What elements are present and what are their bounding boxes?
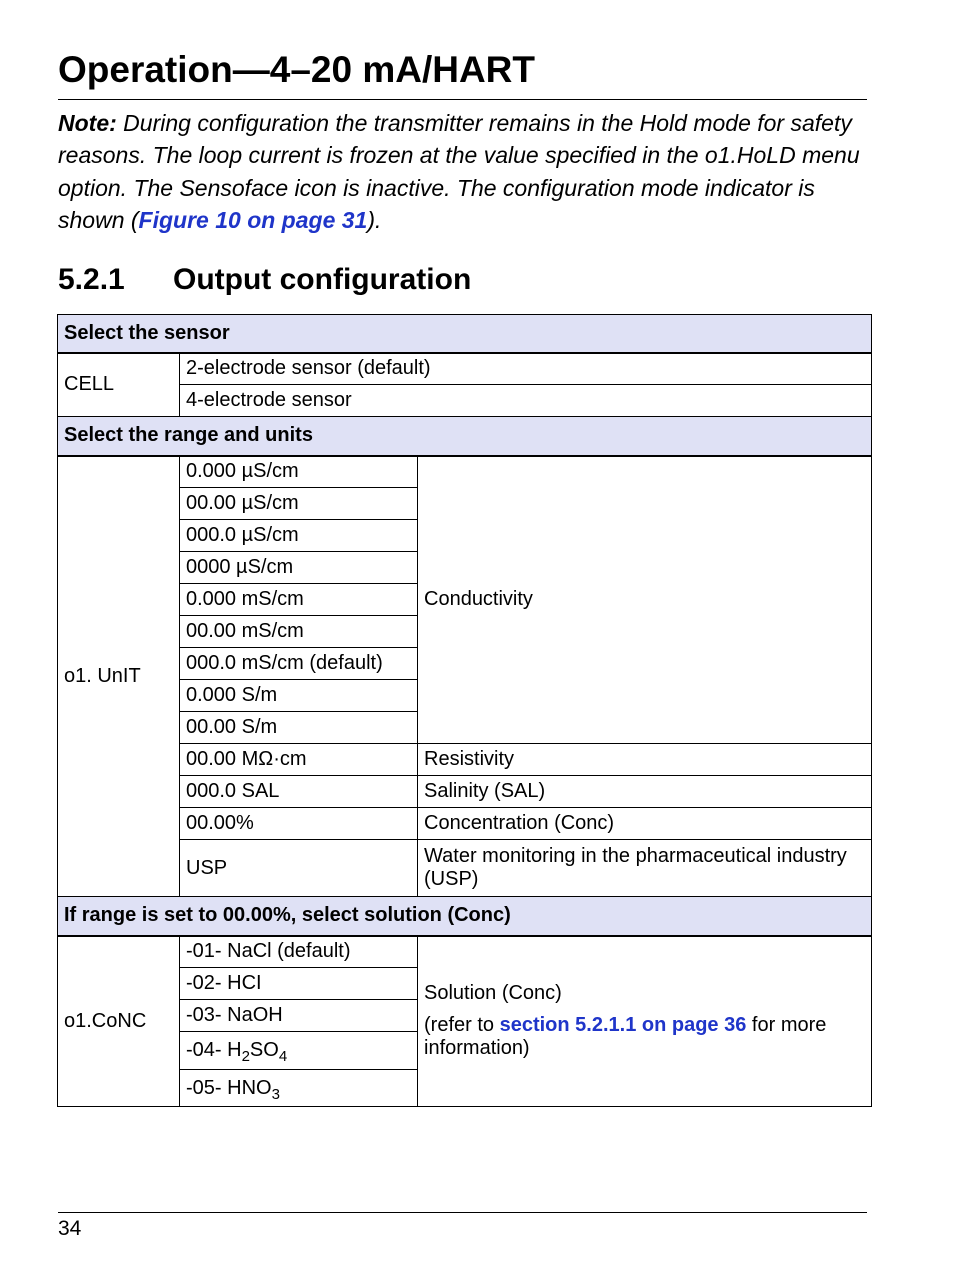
description-cell: Resistivity — [418, 744, 872, 776]
option-cell — [180, 1032, 418, 1070]
option-cell: -02- HCI — [180, 968, 418, 1000]
table-row — [58, 385, 872, 417]
description-cell — [418, 936, 872, 1107]
option-cell: 0.000 S/m — [180, 680, 418, 712]
solution-reference — [424, 1014, 865, 1060]
solution-header: If range is set to 00.00%, select solution (Conc) — [58, 897, 872, 936]
table-row — [58, 808, 872, 840]
option-cell: 00.00% — [180, 808, 418, 840]
option-cell: -01- NaCl (default) — [180, 936, 418, 968]
description-cell: Conductivity — [418, 456, 872, 744]
section-link[interactable]: section 5.2.1.1 on page 36 — [499, 1014, 747, 1037]
formula-prefix: -04- H — [186, 1039, 242, 1061]
title-rule — [58, 99, 867, 100]
table-row — [58, 840, 872, 897]
table-row — [58, 744, 872, 776]
table-row — [58, 456, 872, 488]
option-cell: 000.0 µS/cm — [180, 520, 418, 552]
formula-subscript: 2 — [241, 1048, 250, 1065]
table-row — [58, 936, 872, 968]
footer-rule — [58, 1212, 867, 1213]
description-cell: Concentration (Conc) — [418, 808, 872, 840]
formula-mid: SO — [249, 1039, 279, 1061]
note-text: During configuration the transmitter remains in the Hold mode for safety reasons. The loop current is frozen at the value specified in the o1.HoLD menu option. The Sensoface icon is inactive. The configuration mode indicator is shown ( — [58, 110, 860, 233]
reference-after: for more information) — [424, 1014, 827, 1060]
table-row — [58, 776, 872, 808]
param-cell: o1. UnIT — [58, 456, 180, 897]
option-cell: -03- NaOH — [180, 1000, 418, 1032]
table-row — [58, 353, 872, 385]
option-cell: 0.000 mS/cm — [180, 584, 418, 616]
section-number: 5.2.1 — [58, 263, 125, 296]
solution-description: Solution (Conc) — [424, 982, 562, 1005]
option-cell: 000.0 mS/cm (default) — [180, 648, 418, 680]
table-header-row — [58, 315, 872, 353]
page-title: Operation—4–20 mA/HART — [58, 49, 535, 90]
option-cell: 0000 µS/cm — [180, 552, 418, 584]
option-cell: 000.0 SAL — [180, 776, 418, 808]
option-cell: USP — [180, 840, 418, 897]
param-cell: o1.CoNC — [58, 936, 180, 1107]
option-cell: 00.00 mS/cm — [180, 616, 418, 648]
description-cell: Water monitoring in the pharmaceutical industry (USP) — [418, 840, 872, 897]
formula-prefix: -05- HNO — [186, 1076, 272, 1099]
section-title: Output configuration — [173, 263, 472, 296]
option-cell: 2-electrode sensor (default) — [180, 353, 872, 385]
option-cell: 4-electrode sensor — [180, 385, 872, 417]
figure-link[interactable]: Figure 10 on page 31 — [138, 206, 368, 233]
param-cell: CELL — [58, 353, 180, 417]
table-header-row — [58, 417, 872, 456]
note-paragraph — [58, 107, 878, 236]
note-label: Note: — [58, 110, 117, 136]
table-header-row — [58, 897, 872, 936]
range-header: Select the range and units — [58, 417, 872, 456]
formula-subscript: 3 — [271, 1085, 280, 1103]
sensor-header: Select the sensor — [58, 315, 872, 353]
description-cell: Salinity (SAL) — [418, 776, 872, 808]
note-after: ). — [367, 206, 382, 233]
option-cell — [180, 1070, 418, 1107]
reference-before: (refer to — [424, 1014, 500, 1037]
section-heading — [58, 261, 471, 299]
formula-subscript: 4 — [278, 1048, 288, 1065]
page-number: 34 — [58, 1217, 82, 1240]
option-cell: 00.00 S/m — [180, 712, 418, 744]
option-cell: 00.00 µS/cm — [180, 488, 418, 520]
option-cell: 0.000 µS/cm — [180, 456, 418, 488]
output-configuration-table — [57, 314, 872, 1107]
option-cell: 00.00 MΩ·cm — [180, 744, 418, 776]
